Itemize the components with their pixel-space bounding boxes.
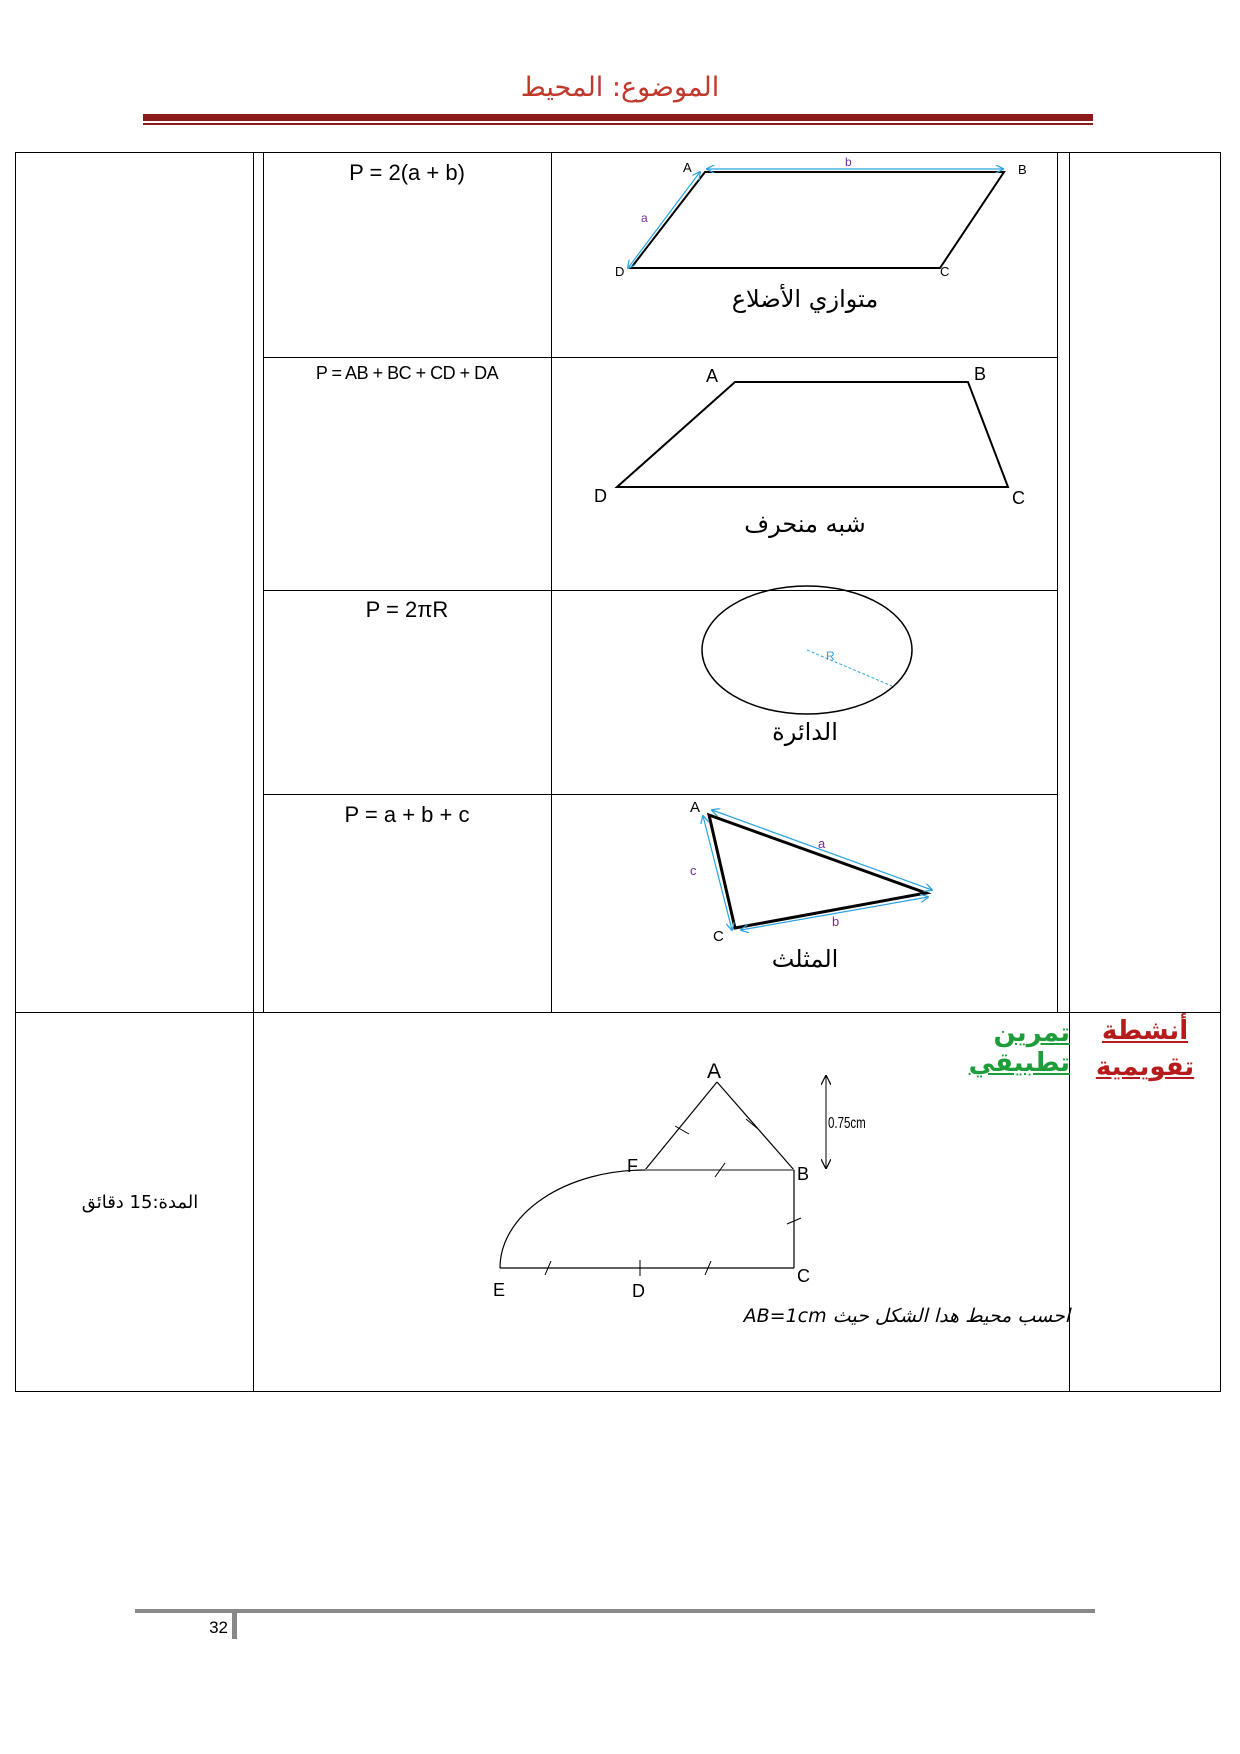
exercise-question: احسب محيط هدا الشكل حيث AB=1cm	[743, 1305, 1070, 1327]
para-label-b-side: b	[845, 155, 852, 169]
para-label-d-vertex: D	[615, 264, 625, 279]
para-label-a-side: a	[641, 211, 648, 225]
para-label-a-vertex: A	[683, 160, 692, 175]
name-circle: الدائرة	[772, 718, 838, 746]
triangle-figure	[690, 799, 932, 945]
circle-label-r: R	[826, 649, 835, 663]
page-number: 32	[209, 1618, 228, 1637]
footer-rule	[135, 1609, 1095, 1613]
para-label-b-vertex: B	[1018, 162, 1027, 177]
trap-label-b: B	[974, 364, 987, 384]
name-trapezoid: شبه منحرف	[744, 510, 866, 538]
formula-parallelogram: P = 2(a + b)	[349, 160, 465, 185]
trapezoid-figure	[594, 364, 1025, 508]
trap-label-c: C	[1012, 488, 1025, 508]
para-label-c-vertex: C	[940, 264, 950, 279]
exercise-label-e: E	[493, 1280, 506, 1300]
exercise-label-c: C	[797, 1266, 810, 1286]
exercise-label-d: D	[632, 1281, 645, 1301]
exercise-label-f: F	[627, 1156, 638, 1176]
duration-label: المدة:15 دقائق	[81, 1192, 199, 1213]
name-triangle: المثلث	[771, 945, 839, 973]
tri-label-c-vertex: C	[713, 928, 724, 945]
name-parallelogram: متوازي الأضلاع	[731, 285, 879, 313]
exercise-heading: تمرين تطبيقي	[968, 1018, 1070, 1078]
formula-circle: P = 2πR	[365, 597, 449, 622]
parallelogram-figure	[615, 155, 1027, 279]
page-title: الموضوع: المحيط	[520, 72, 720, 103]
tri-label-a-vertex: A	[690, 799, 701, 816]
trap-label-a: A	[706, 366, 719, 386]
tri-label-a-side: a	[818, 836, 826, 851]
tri-label-c-side: c	[690, 863, 697, 878]
formula-trapezoid: P = AB + BC + CD + DA	[315, 363, 499, 383]
footer-tick	[232, 1613, 237, 1639]
exercise-figure	[493, 1060, 866, 1301]
formula-triangle: P = a + b + c	[344, 802, 470, 827]
section-title: أنشطة تقويمية	[1095, 1016, 1195, 1082]
circle-figure	[702, 586, 912, 714]
trap-label-d: D	[594, 486, 607, 506]
exercise-label-a: A	[707, 1060, 722, 1083]
tri-label-b-side: b	[832, 914, 840, 929]
exercise-height-label: 0.75cm	[828, 1113, 866, 1132]
exercise-label-b: B	[797, 1164, 810, 1184]
